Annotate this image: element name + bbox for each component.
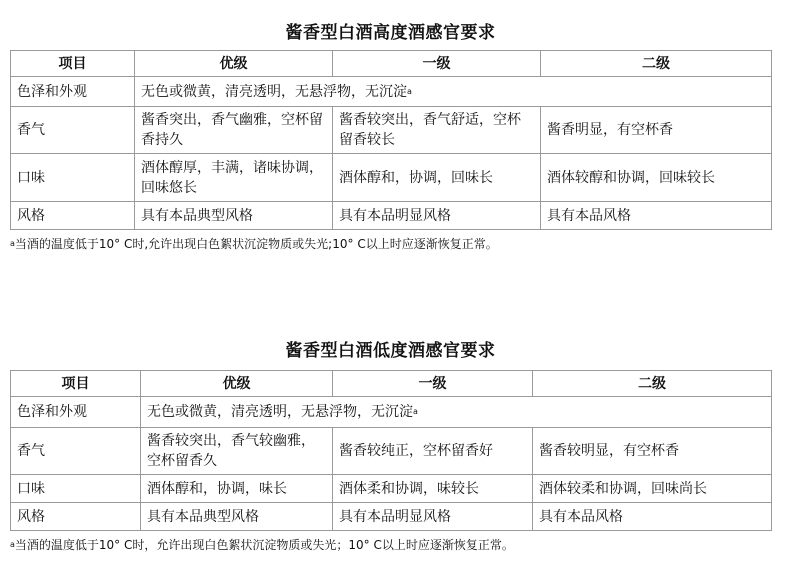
merged-cell <box>141 397 772 428</box>
footnote-marker: a <box>407 86 412 96</box>
footnote-marker: a <box>10 540 15 549</box>
table-cell: 酱香较突出，香气较幽雅，空杯留香久 <box>141 428 333 475</box>
footnote-marker: a <box>10 239 15 248</box>
header-premium: 优级 <box>135 51 333 77</box>
table-cell: 酒体较醇和协调，回味较长 <box>541 154 772 202</box>
row-label: 风格 <box>11 503 141 531</box>
table-row <box>11 397 772 428</box>
high-degree-section <box>10 18 771 252</box>
table-cell: 具有本品明显风格 <box>333 202 541 230</box>
table-cell: 酒体醇和，协调，回味长 <box>333 154 541 202</box>
table-cell: 具有本品风格 <box>533 503 772 531</box>
row-label: 色泽和外观 <box>11 77 135 107</box>
row-label: 口味 <box>11 475 141 503</box>
table-row <box>11 107 772 154</box>
table-row <box>11 503 772 531</box>
table-cell: 酒体醇厚，丰满，诸味协调，回味悠长 <box>135 154 333 202</box>
table-cell: 酒体醇和，协调，味长 <box>141 475 333 503</box>
header-grade2: 二级 <box>541 51 772 77</box>
header-item: 项目 <box>11 51 135 77</box>
table-row <box>11 77 772 107</box>
table1-title: 酱香型白酒高度酒感官要求 <box>285 23 496 43</box>
table-cell: 酱香较明显，有空杯香 <box>533 428 772 475</box>
footnote-marker: a <box>413 407 418 416</box>
low-degree-section <box>10 336 771 553</box>
table-cell: 酱香较纯正，空杯留香好 <box>333 428 533 475</box>
header-item: 项目 <box>11 371 141 397</box>
header-grade1: 一级 <box>333 371 533 397</box>
row-label: 色泽和外观 <box>11 397 141 428</box>
header-premium: 优级 <box>141 371 333 397</box>
table-row <box>11 154 772 202</box>
table-cell: 酱香较突出，香气舒适，空杯留香较长 <box>333 107 541 154</box>
table-cell: 酒体柔和协调，味较长 <box>333 475 533 503</box>
table2-title: 酱香型白酒低度酒感官要求 <box>285 341 496 361</box>
table-header-row <box>11 371 772 397</box>
table-cell: 具有本品典型风格 <box>141 503 333 531</box>
header-grade2: 二级 <box>533 371 772 397</box>
table-cell: 具有本品典型风格 <box>135 202 333 230</box>
footnote <box>10 236 771 252</box>
row-label: 风格 <box>11 202 135 230</box>
row-label: 香气 <box>11 107 135 154</box>
row-label: 口味 <box>11 154 135 202</box>
table-header-row <box>11 51 772 77</box>
table2 <box>10 370 772 531</box>
table-cell: 酱香突出，香气幽雅，空杯留香持久 <box>135 107 333 154</box>
table-cell: 具有本品明显风格 <box>333 503 533 531</box>
footnote <box>10 537 771 553</box>
table-row <box>11 202 772 230</box>
merged-cell <box>135 77 772 107</box>
table1 <box>10 50 772 230</box>
footnote-text: 当酒的温度低于10° C时,允许出现白色絮状沉淀物质或失光;10° C以上时应逐渐恢复正常。 <box>14 237 498 251</box>
table-row <box>11 428 772 475</box>
cell-text: 无色或微黄，清亮透明，无悬浮物，无沉淀 <box>141 83 407 100</box>
table-cell: 酒体较柔和协调，回味尚长 <box>533 475 772 503</box>
table-cell: 酱香明显，有空杯香 <box>541 107 772 154</box>
cell-text: 无色或微黄，清亮透明，无悬浮物，无沉淀 <box>147 404 413 420</box>
table-row <box>11 475 772 503</box>
table-cell: 具有本品风格 <box>541 202 772 230</box>
footnote-text: 当酒的温度低于10° C时，允许出现白色絮状沉淀物质或失光；10° C以上时应逐渐恢复正常。 <box>14 538 514 552</box>
row-label: 香气 <box>11 428 141 475</box>
header-grade1: 一级 <box>333 51 541 77</box>
